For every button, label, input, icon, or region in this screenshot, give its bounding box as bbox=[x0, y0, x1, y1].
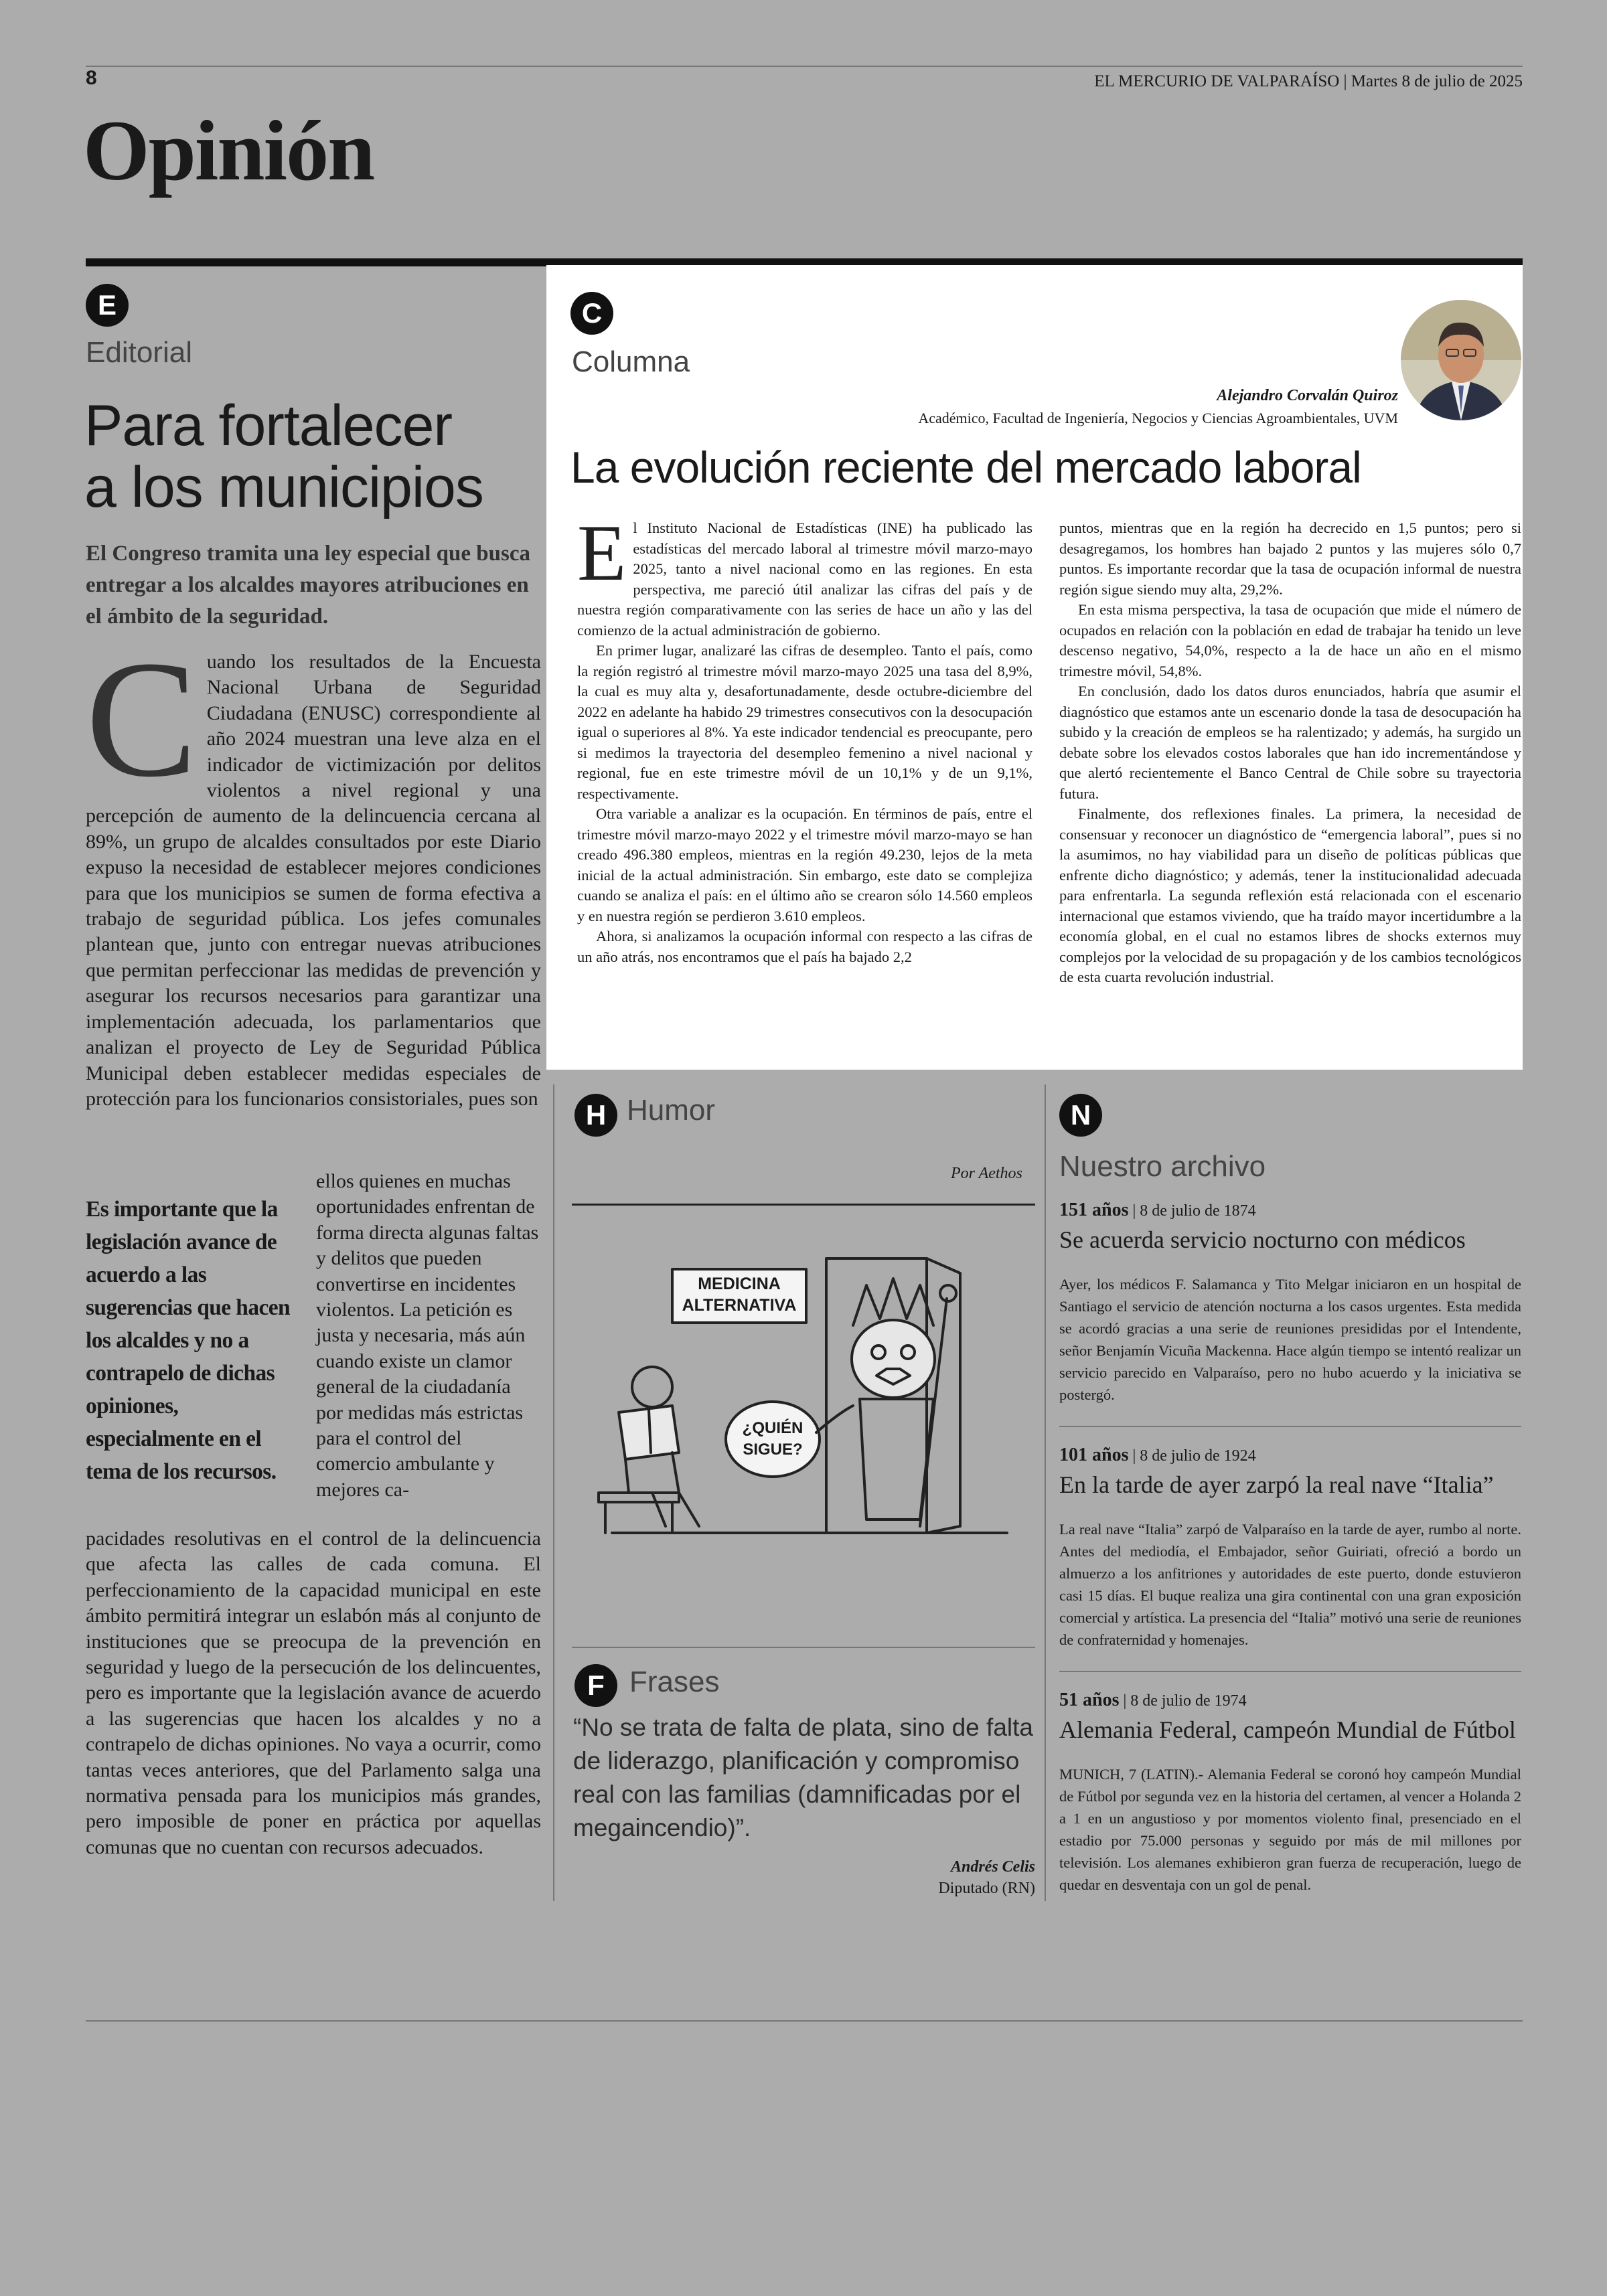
archive-1-text: Ayer, los médicos F. Salamanca y Tito Melgar iniciaron en un hospital de Santiago el servicio de atención nocturna a los casos urgentes. Esta medida se acordó gracias a una serie de reuniones presididas por el Intendente, señor Benjamín Vicuña Mackenna. Hace algún tiempo se intentó realizar un servicio parecido en Valparaíso, pero no hubo acuerdo y la iniciativa se postergó. bbox=[1059, 1276, 1521, 1403]
header-rule bbox=[86, 66, 1523, 67]
masthead: EL MERCURIO DE VALPARAÍSO | Martes 8 de julio de 2025 bbox=[1094, 72, 1523, 90]
editorial-pullquote: Es importante que la legislación avance de acuerdo a las sugerencias que hacen los alcaldes y no a contrapelo de dichas opiniones, especialmente en el tema de los recursos. bbox=[86, 1197, 291, 1484]
archive-1-headline: Se acuerda servicio nocturno con médicos bbox=[1059, 1226, 1466, 1253]
column-col1-p2: En primer lugar, analizaré las cifras de desempleo. Tanto el país, como la región registró al trimestre móvil marzo-mayo 2025 una tasa del 8,9%, la cual es muy alta y, desafortunadamente, desde octubre-diciembre del 2022 en adelante ha habido 29 trimestres consecutivos con la desocupación igual o superiores al 8%. Ya este indicador tendencial es preocupante, pero si medimos la trayectoria del desempleo femenino a nivel nacional y regional, fue en este trimestre móvil de un 10,1% y de un 9,1%, respectivamente. bbox=[577, 642, 1032, 802]
section-title: Opinión bbox=[83, 103, 374, 198]
frases-role: Diputado (RN) bbox=[938, 1880, 1035, 1897]
column-col2-p4: Finalmente, dos reflexiones finales. La primera, la necesidad de consensuar y reconocer un diagnóstico de “emergencia laboral”, pues si no la asumimos, no hay viabilidad para un diseño de políticas públicas que enfrente dicho diagnóstico; y además, tener la institucionalidad adecuada para enfrentarla. La segunda reflexión está relacionada con el escenario internacional que estamos viviendo, que ha traído mayor incertidumbre a la economía global, en el cual no estamos libres de shocks externos muy complejos por la velocidad de su propagación y de los cambios tecnológicos de esta cuarta revolución industrial. bbox=[1059, 805, 1521, 985]
cartoon-sign-text: MEDICINA ALTERNATIVA bbox=[682, 1275, 797, 1315]
editorial-body-top bbox=[86, 627, 541, 1112]
column-col2-p2: En esta misma perspectiva, la tasa de ocupación que mide el número de ocupados en relación con la población en edad de trabajar ha tenido un leve descenso negativo, 54,0%, respecto a la de hace un año en el mismo trimestre móvil, 54,8%. bbox=[1059, 601, 1521, 679]
column-badge: C bbox=[570, 292, 613, 335]
author-photo bbox=[1401, 300, 1521, 420]
humor-credit: Por Aethos bbox=[951, 1165, 1022, 1182]
editorial-title-line1: Para fortalecer bbox=[84, 394, 453, 458]
frases-author: Andrés Celis bbox=[950, 1858, 1035, 1876]
cartoon-illustration-icon bbox=[572, 1212, 1035, 1586]
archive-1-years: 151 años bbox=[1059, 1200, 1129, 1220]
author-portrait-icon bbox=[1401, 300, 1521, 420]
column-text-col1 bbox=[577, 508, 1032, 967]
column-col1-p1: l Instituto Nacional de Estadísticas (INE) ha publicado las estadísticas del mercado laboral al trimestre móvil marzo-mayo 2025, tanto a nivel nacional como en las regiones. En esta perspectiva, me pareció útil analizar las cifras del país y de nuestra región comparativamente con las series de hace un año y las del comienzo de la actual administración de gobierno. bbox=[577, 519, 1032, 639]
archive-rule-2 bbox=[1059, 1671, 1521, 1672]
column-col2-p1: puntos, mientras que en la región ha decrecido en 1,5 puntos; pero si desagregamos, los hombres han bajado 2 puntos y las mujeres sólo 0,7 puntos. Es importante recordar que la tasa de ocupación informal de nuestra región sigue siendo muy alta, 29,2%. bbox=[1059, 519, 1521, 598]
archive-item-1: 151 años | 8 de julio de 1874 Se acuerda servicio nocturno con médicos Ayer, los médicos F. Salamanca y Tito Melgar iniciaron en un hospital de Santiago el servicio de atención nocturna a los casos urgentes. Esta medida se acordó gracias a una serie de reuniones presididas por el Intendente, señor Benjamín Vicuña Mackenna. Hace algún tiempo se intentó realizar un servicio parecido en Valparaíso, pero no hubo acuerdo y la iniciativa se postergó. bbox=[1059, 1200, 1521, 1406]
archive-3-years: 51 años bbox=[1059, 1690, 1120, 1710]
footer-rule bbox=[86, 2020, 1523, 2022]
editorial-body-start: uando los resultados de la Encuesta Nacional Urbana de Seguridad Ciudadana (ENUSC) correspondiente al año 2024 muestran una leve alza en el indicador de victimización por delitos violentos a nivel regional y una percepción de aumento de la delincuencia cercana al 89%, un grupo de alcaldes consultados por este Diario expuso la necesidad de establecer mejores condiciones para que los municipios se sumen de forma efectiva a trabajo de seguridad pública. Los jefes comunales plantean que, junto con entregar nuevas atribuciones que permitan perfeccionar las medidas de prevención y asegurar los recursos necesarios para garantizar una implementación adecuada, los parlamentarios que analizan el proyecto de Ley de Seguridad Pública Municipal deben establecer medidas especiales de protección para los funcionarios consistoriales, pues son bbox=[86, 651, 541, 1110]
column-col2-p3: En conclusión, dado los datos duros enunciados, habría que asumir el diagnóstico que estamos ante un escenario donde la tasa de desocupación ha subido y la creación de empleos se ha ralentizado; y además, ha surgido un debate sobre los elevados costos laborales que han ido incrementándose y que alertó recientemente el Banco Central de Chile sobre su trayectoria futura. bbox=[1059, 683, 1521, 802]
page-number: 8 bbox=[86, 67, 97, 89]
frases-label: Frases bbox=[629, 1665, 720, 1698]
archive-3-date: 8 de julio de 1974 bbox=[1130, 1692, 1247, 1710]
archive-2-date: 8 de julio de 1924 bbox=[1140, 1447, 1256, 1465]
column-author: Alejandro Corvalán Quiroz bbox=[1217, 387, 1398, 404]
column-drop-cap: E bbox=[577, 508, 627, 597]
archive-2-text: La real nave “Italia” zarpó de Valparaíso en la tarde de ayer, rumbo al norte. Antes del mediodía, el Embajador, señor Guiriati, ofreció a bordo un almuerzo a los anfitriones y autoridades de este puerto, donde estuvieron casi 15 días. El buque realiza una gira continental con una gran exposición comercial y artística. La presencia del “Italia” motivó una serie de reuniones de confraternidad y homenajes. bbox=[1059, 1521, 1521, 1648]
humor-badge: H bbox=[575, 1094, 617, 1137]
frases-quote: “No se trata de falta de plata, sino de falta de liderazgo, planificación y compromiso real con las familias (damnificadas por el megaincendio)”. bbox=[573, 1714, 1033, 1841]
editorial-body-side: ellos quienes en muchas oportunidades enfrentan de forma directa algunas faltas y delitos que pueden convertirse en incidentes violentos. La petición es justa y necesaria, más aún cuando existe un clamor general de la ciudadanía por medidas más estrictas para el control del comercio ambulante y mejores ca- bbox=[316, 1170, 539, 1501]
humor-label: Humor bbox=[627, 1094, 716, 1127]
editorial-body-end: pacidades resolutivas en el control de la delincuencia que afecta las calles de cada comuna. El perfeccionamiento de la capacidad municipal en este ámbito permitirá integrar un eslabón más al conjunto de instituciones que se preocupa de la prevención en seguridad y luego de la persecución de los delincuentes, pero es importante que la legislación avance de acuerdo a las sugerencias que hacen los alcaldes y no a contrapelo de dichas opiniones. No vaya a ocurrir, como tantas veces anteriores, que del Parlamento salga una normativa pensada para los municipios más grandes, pero imposible de poner en práctica por aquellas comunas que no cuentan con recursos adecuados. bbox=[86, 1528, 541, 1858]
archivo-badge: N bbox=[1059, 1094, 1102, 1137]
archive-2-headline: En la tarde de ayer zarpó la real nave “Italia” bbox=[1059, 1471, 1494, 1498]
archive-divider bbox=[1045, 1084, 1046, 1901]
humor-top-rule bbox=[572, 1204, 1035, 1206]
editorial-subtitle: El Congreso tramita una ley especial que busca entregar a los alcaldes mayores atribuciones en el ámbito de la seguridad. bbox=[86, 542, 530, 629]
column-divider bbox=[553, 1084, 554, 1901]
editorial-drop-cap: C bbox=[86, 627, 198, 812]
column-text-col2 bbox=[1059, 518, 1521, 988]
column-label: Columna bbox=[572, 345, 690, 378]
column-title: La evolución reciente del mercado laboral bbox=[570, 442, 1361, 492]
editorial-label: Editorial bbox=[86, 336, 192, 369]
cartoon-bubble-text: ¿QUIÉN SIGUE? bbox=[742, 1419, 804, 1459]
archive-1-date: 8 de julio de 1874 bbox=[1140, 1202, 1256, 1220]
archive-3-headline: Alemania Federal, campeón Mundial de Fútbol bbox=[1059, 1716, 1516, 1743]
editorial-badge: E bbox=[86, 284, 129, 327]
archive-item-3: 51 años | 8 de julio de 1974 Alemania Federal, campeón Mundial de Fútbol MUNICH, 7 (LATIN).- Alemania Federal se coronó hoy campeón Mundial de Fútbol por segunda vez en la historia del certamen, al vencer a Holanda 2 a 1 en un angustioso y por momentos violento final, presenciado en el estadio por 75.000 personas y seguido por más de mil millones por televisión. Los alemanes exhibieron gran fuerza de recuperación, luego de quedar en desventaja con un gol de penal. bbox=[1059, 1690, 1521, 1896]
editorial-title-line2: a los municipios bbox=[84, 455, 483, 519]
cartoon bbox=[572, 1212, 1035, 1586]
column-affiliation: Académico, Facultad de Ingeniería, Negocios y Ciencias Agroambientales, UVM bbox=[918, 410, 1398, 426]
frases-badge: F bbox=[575, 1664, 617, 1707]
column-col1-p3: Otra variable a analizar es la ocupación. En términos de país, entre el trimestre móvil marzo-mayo 2022 y el trimestre móvil marzo-mayo se han creado 496.380 empleos, mientras en la región 49.230, lejos de la meta inicial de la actual administración. Sin embargo, este dato se complejiza cuando se analiza el país: en el último año se crearon sólo 14.560 empleos y en nuestra región se perdieron 3.610 empleos. bbox=[577, 805, 1032, 924]
humor-bottom-rule bbox=[572, 1647, 1035, 1648]
archivo-label: Nuestro archivo bbox=[1059, 1150, 1266, 1183]
archive-item-2: 101 años | 8 de julio de 1924 En la tarde de ayer zarpó la real nave “Italia” La real nave “Italia” zarpó de Valparaíso en la tarde de ayer, rumbo al norte. Antes del mediodía, el Embajador, señor Guiriati, ofreció a bordo un almuerzo a los anfitriones y autoridades de este puerto, donde estuvieron casi 15 días. El buque realiza una gira continental con una gran exposición comercial y artística. La presencia del “Italia” motivó una serie de reuniones de confraternidad y homenajes. bbox=[1059, 1445, 1521, 1651]
archive-2-years: 101 años bbox=[1059, 1445, 1129, 1465]
archive-rule-1 bbox=[1059, 1426, 1521, 1427]
archive-3-text: MUNICH, 7 (LATIN).- Alemania Federal se coronó hoy campeón Mundial de Fútbol por segunda vez en la historia del certamen, al vencer a Holanda 2 a 1 en un angustioso y por momentos violento final, presenciado en el estadio por 75.000 personas y seguido por más de mil millones por televisión. Los alemanes exhibieron gran fuerza de recuperación, luego de quedar en desventaja con un gol de penal. bbox=[1059, 1766, 1521, 1893]
editorial-title bbox=[84, 395, 483, 518]
column-col1-p4: Ahora, si analizamos la ocupación informal con respecto a las cifras de un año atrás, nos encontramos que el país ha bajado 2,2 bbox=[577, 928, 1032, 965]
